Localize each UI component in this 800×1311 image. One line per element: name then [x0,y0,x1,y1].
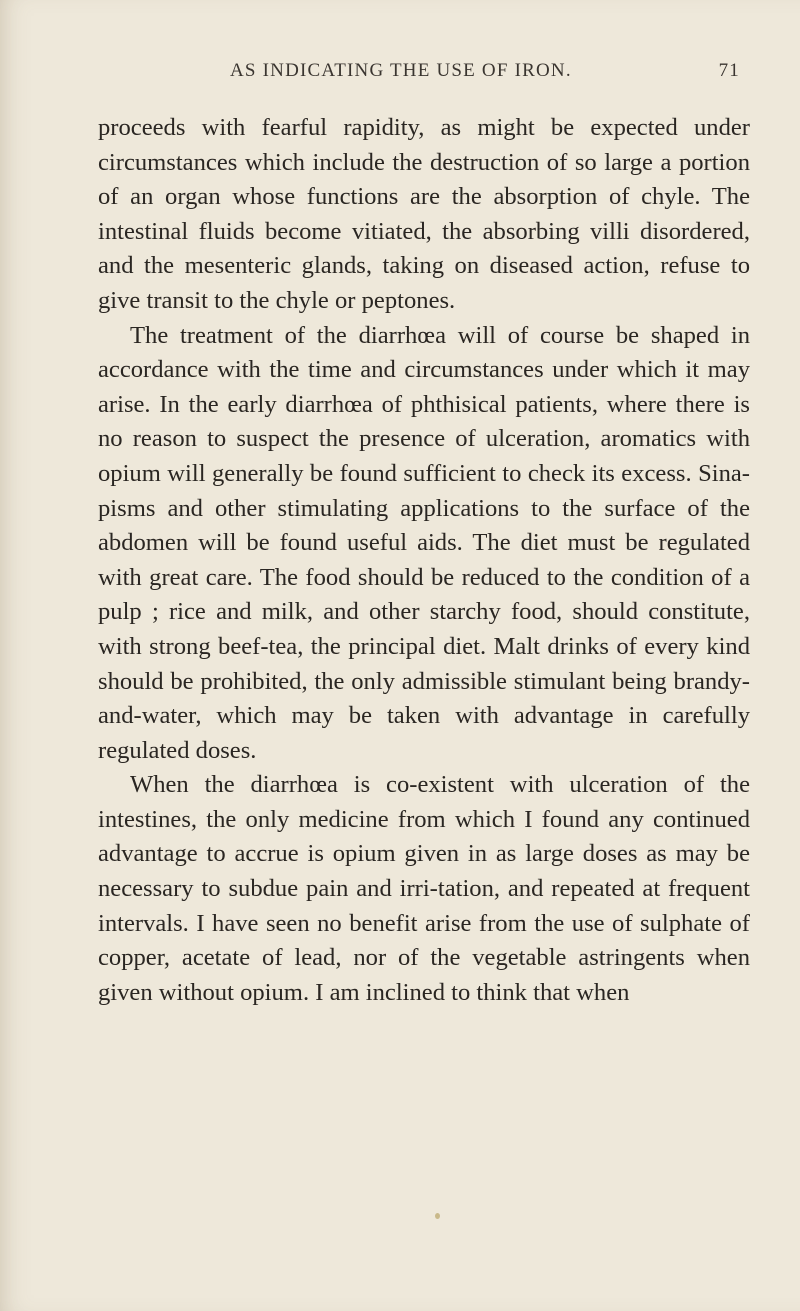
paper-speck [435,1213,440,1219]
paragraph-continuation: proceeds with fearful rapidity, as might be expected under circumstances which include the destruction of so large a portion of an organ whose functions are the absorption of chyle. The intestinal fluids become vitiated, the absorbing villi disordered, and the mesenteric glands, taking on diseased action, refuse to give transit to the chyle or peptones. [98,114,750,314]
paragraph-ulceration: When the diarrhœa is co-existent with ulceration of the intestines, the only medicine from which I found any continued advantage to accrue is opium given in as large doses as may be necessary to subdue pain and irri-tation, and repeated at frequent intervals. I have seen no benefit arise from the use of sulphate of copper, acetate of lead, nor of the vegetable astringents when given without opium. I am inclined to think that when [98,771,750,1006]
body-text [98,111,750,1010]
page-number: 71 [718,60,740,81]
running-title: AS INDICATING THE USE OF IRON. [230,60,572,81]
paragraph-treatment: The treatment of the diarrhœa will of course be shaped in accordance with the time and circumstances under which it may arise. In the early diarrhœa of phthisical patients, where there is no reason to suspect the presence of ulceration, aromatics with opium will generally be found sufficient to check its excess. Sina-pisms and other stimulating applications to the surface of the abdomen will be found useful aids. The diet must be regulated with great care. The food should be reduced to the condition of a pulp ; rice and milk, and other starchy food, should constitute, with strong beef-tea, the principal diet. Malt drinks of every kind should be prohibited, the only admissible stimulant being brandy-and-water, which may be taken with advantage in carefully regulated doses. [98,321,750,764]
running-head [150,60,740,86]
